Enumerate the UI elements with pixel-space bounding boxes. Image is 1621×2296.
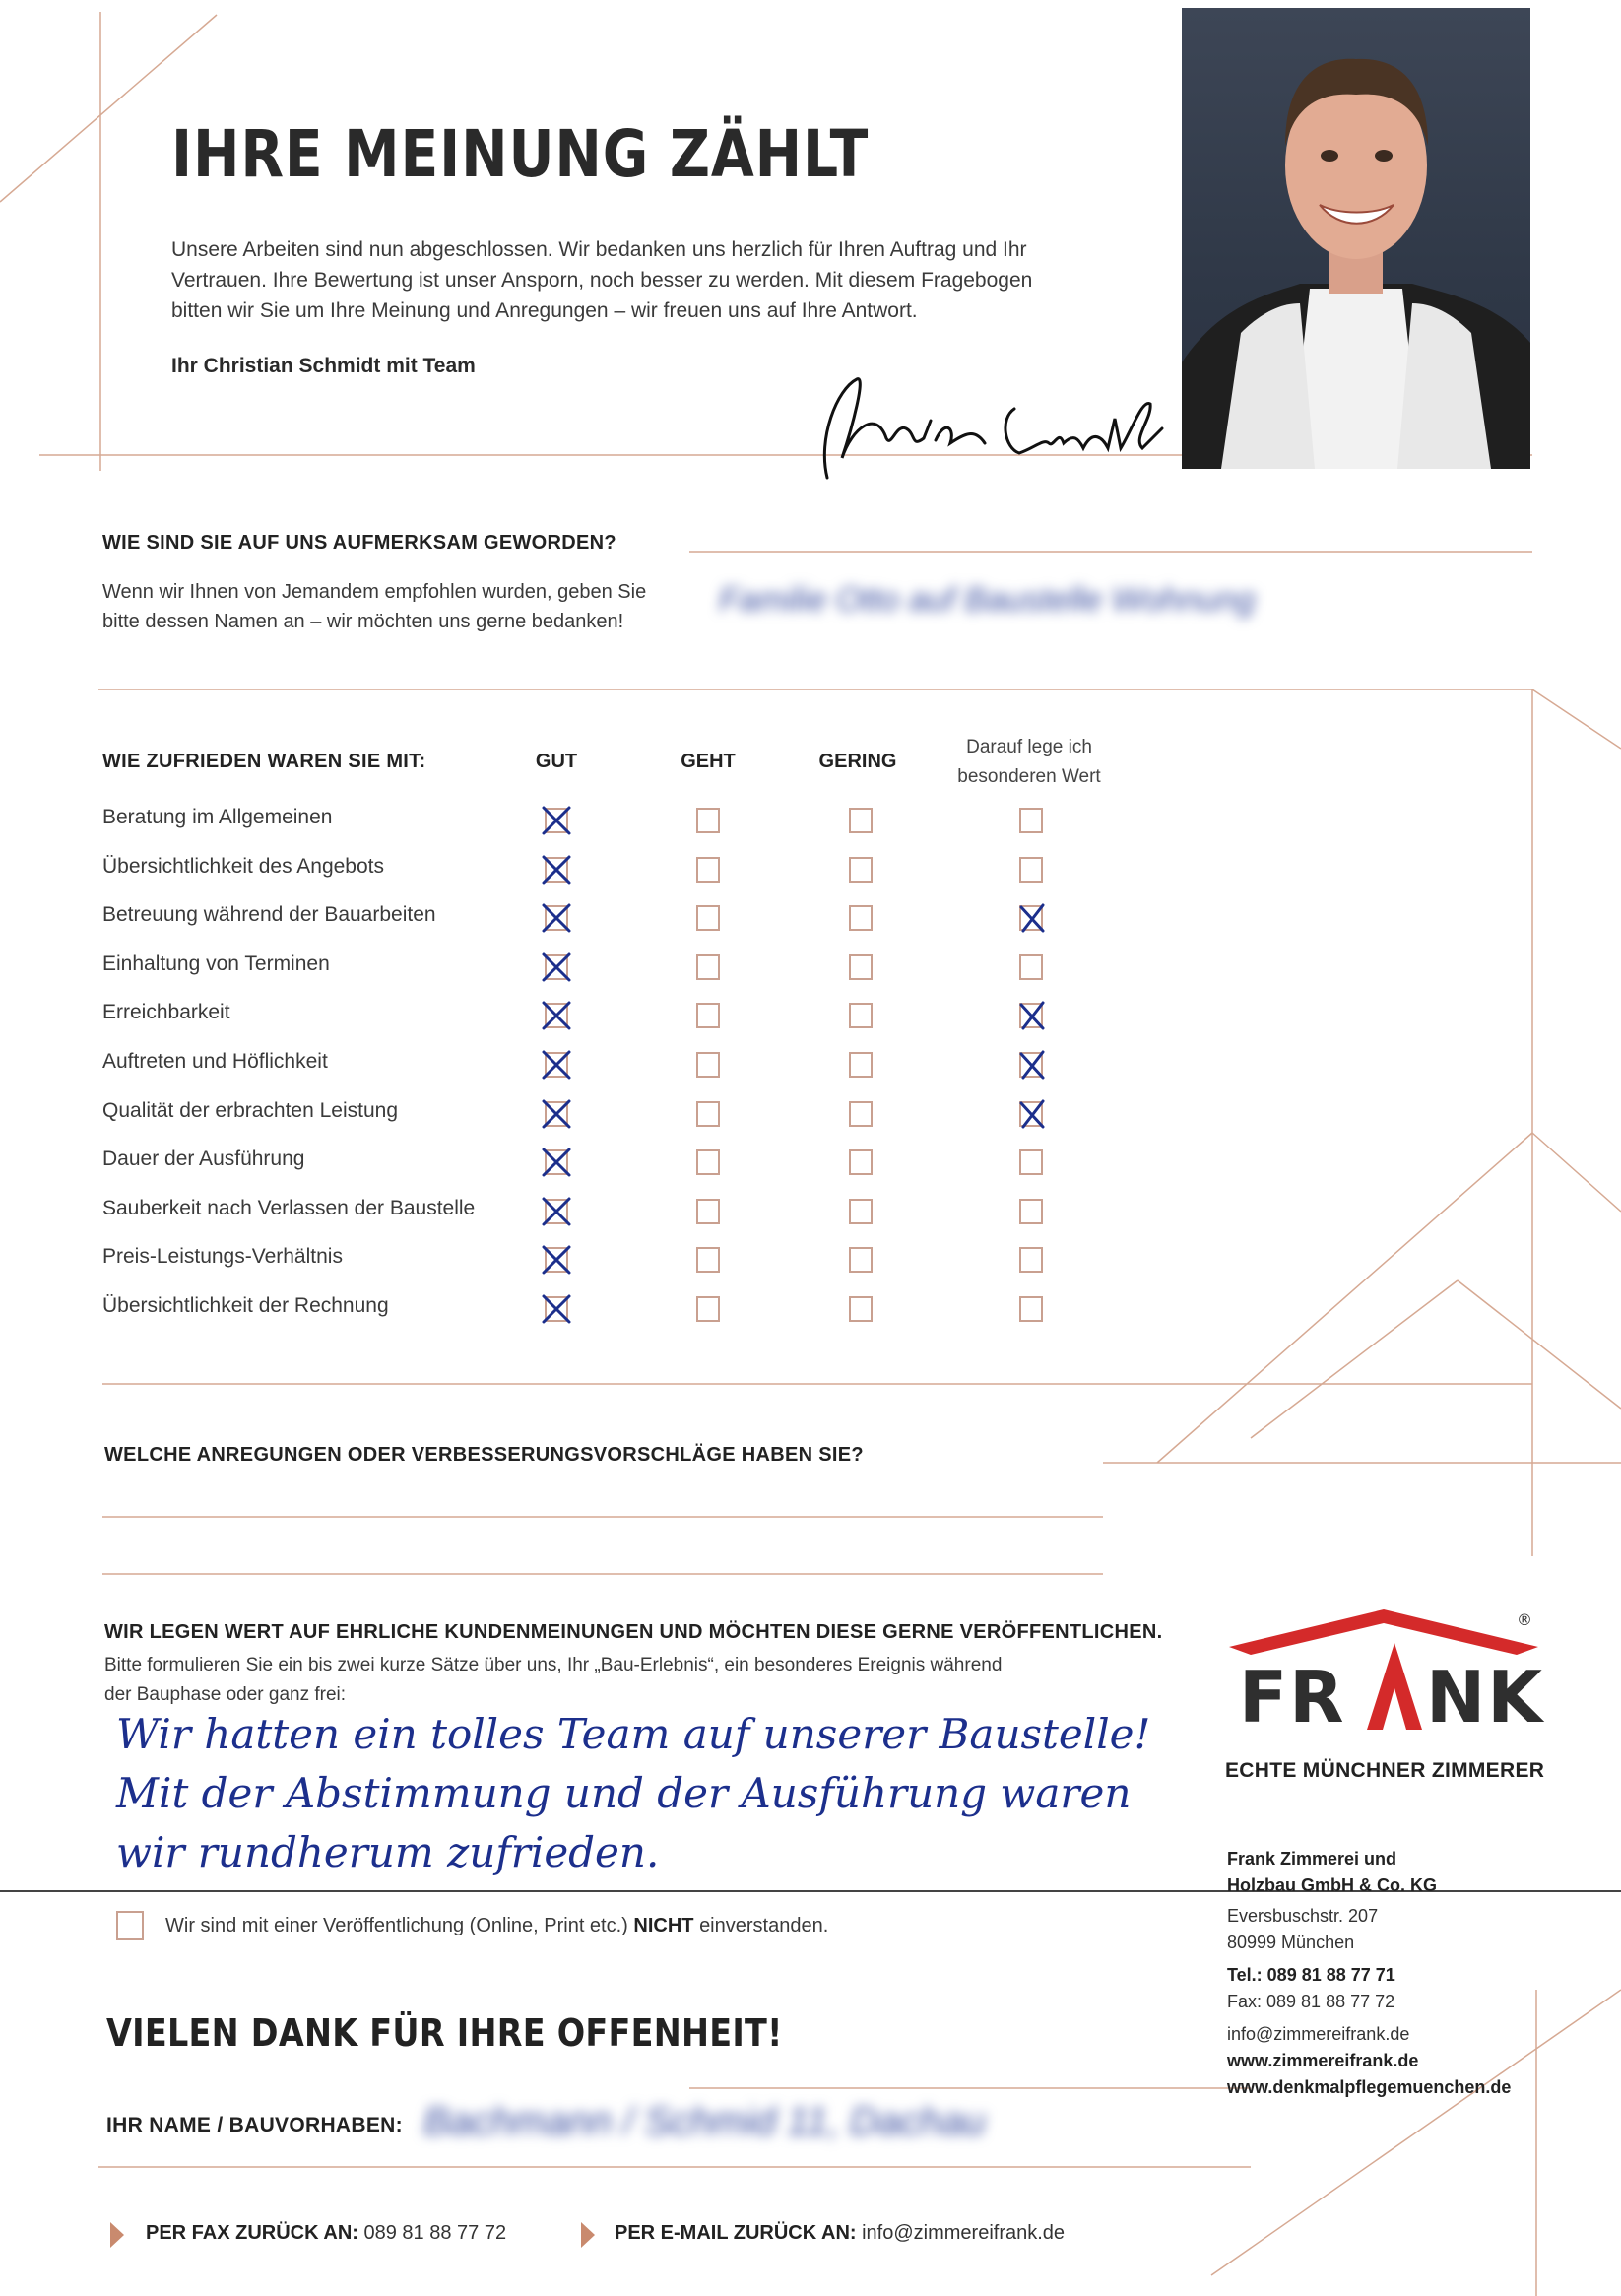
testimonial-answer-line: Mit der Abstimmung und der Ausführung waren [116,1769,1132,1817]
cross-mark-icon [1015,1048,1049,1082]
company-name-line: Frank Zimmerei und [1227,1849,1397,1869]
cross-mark-icon [540,1195,573,1228]
intro-line: Unsere Arbeiten sind nun abgeschlossen. Wir bedanken uns herzlich für Ihren Auftrag und Ihr [171,238,1027,261]
checkbox-important[interactable] [1019,1296,1043,1322]
company-contact [1227,1846,1511,2101]
checkbox-gering[interactable] [849,1003,873,1028]
rating-row-label: Auftreten und Höflichkeit [102,1050,328,1073]
rating-row-label: Betreuung während der Bauarbeiten [102,903,436,927]
name-label: IHR NAME / BAUVORHABEN: [106,2114,403,2136]
testimonial-answer-line: wir rundherum zufrieden. [116,1828,660,1876]
checkbox-geht[interactable] [696,857,720,883]
column-geht: GEHT [681,751,736,772]
cross-mark-icon [1015,1097,1049,1131]
rating-row-label: Beratung im Allgemeinen [102,806,333,828]
fax-number: 089 81 88 77 72 [363,2222,507,2244]
checkbox-important[interactable] [1019,1199,1043,1224]
testimonial-instructions-line: Bitte formulieren Sie ein bis zwei kurze Sätze über uns, Ihr „Bau-Erlebnis“, ein besonderes Ereignis während [104,1655,1003,1675]
intro-line: bitten wir Sie um Ihre Meinung und Anregungen – wir freuen uns auf Ihre Antwort. [171,299,918,322]
checkbox-geht[interactable] [696,1149,720,1175]
checkbox-geht[interactable] [696,1052,720,1078]
svg-text:NK: NK [1426,1656,1545,1738]
company-website[interactable]: www.zimmereifrank.de [1227,2051,1419,2070]
checkbox-gering[interactable] [849,954,873,980]
svg-text:FR: FR [1239,1656,1346,1738]
fax-label: PER FAX ZURÜCK AN: [146,2222,358,2244]
rating-row-label: Erreichbarkeit [102,1001,230,1024]
company-fax: Fax: 089 81 88 77 72 [1227,1992,1395,2011]
cross-mark-icon [540,853,573,886]
referral-answer-redacted: Familie Otto auf Baustelle Wohnung [719,581,1256,619]
referral-text [102,577,646,636]
checkbox-gering[interactable] [849,905,873,931]
checkbox-geht[interactable] [696,1101,720,1127]
cross-mark-icon [540,1292,573,1326]
testimonial-heading: WIR LEGEN WERT AUF EHRLICHE KUNDENMEINUNGEN UND MÖCHTEN DIESE GERNE VERÖFFENTLICHEN. [104,1621,1163,1643]
checkbox-geht[interactable] [696,1247,720,1273]
rating-row-label: Qualität der erbrachten Leistung [102,1098,399,1122]
email-address[interactable]: info@zimmereifrank.de [862,2222,1066,2244]
cross-mark-icon [540,951,573,984]
rating-row-label: Preis-Leistungs-Verhältnis [102,1245,343,1269]
company-tagline: ECHTE MÜNCHNER ZIMMERER [1225,1759,1545,1782]
referral-text-line: Wenn wir Ihnen von Jemandem empfohlen wurden, geben Sie [102,581,647,603]
company-website-denkmal[interactable]: www.denkmalpflegemuenchen.de [1227,2077,1512,2097]
checkbox-gering[interactable] [849,808,873,833]
checkbox-important[interactable] [1019,1247,1043,1273]
testimonial-instructions [104,1651,1002,1710]
checkbox-gering[interactable] [849,857,873,883]
testimonial-instructions-line: der Bauphase oder ganz frei: [104,1684,347,1705]
suggestions-heading: WELCHE ANREGUNGEN ODER VERBESSERUNGSVORSCHLÄGE HABEN SIE? [104,1444,864,1466]
referral-text-line: bitte dessen Namen an – wir möchten uns gerne bedanken! [102,611,624,632]
registered-mark: ® [1517,1610,1532,1629]
rating-row-label: Übersichtlichkeit der Rechnung [102,1294,389,1317]
thanks-heading: VIELEN DANK FÜR IHRE OFFENHEIT! [106,2011,783,2055]
checkbox-geht[interactable] [696,1003,720,1028]
email-arrow-icon [581,2222,595,2248]
checkbox-important[interactable] [1019,1149,1043,1175]
checkbox-gering[interactable] [849,1199,873,1224]
company-tel: Tel.: 089 81 88 77 71 [1227,1965,1395,1985]
cross-mark-icon [540,1097,573,1131]
checkbox-geht[interactable] [696,954,720,980]
consent-checkbox[interactable] [116,1911,144,1940]
testimonial-answer-line: Wir hatten ein tolles Team auf unserer Baustelle! [116,1710,1151,1758]
intro-text [171,234,1038,326]
email-label: PER E-MAIL ZURÜCK AN: [615,2222,857,2244]
satisfaction-heading: WIE ZUFRIEDEN WAREN SIE MIT: [102,751,426,772]
referral-heading: WIE SIND SIE AUF UNS AUFMERKSAM GEWORDEN? [102,532,616,554]
column-important [945,733,1113,792]
company-street: Eversbuschstr. 207 [1227,1906,1379,1926]
checkbox-gering[interactable] [849,1101,873,1127]
checkbox-gering[interactable] [849,1296,873,1322]
company-logo [1221,1604,1546,1751]
checkbox-important[interactable] [1019,808,1043,833]
cross-mark-icon [540,901,573,935]
column-gering: GERING [818,751,897,772]
portrait-photo [1182,8,1530,469]
fax-arrow-icon [110,2222,124,2248]
signature [808,350,1172,488]
consent-text: Wir sind mit einer Veröffentlichung (Online, Print etc.) [165,1915,628,1936]
rating-row-label: Dauer der Ausführung [102,1148,305,1171]
cross-mark-icon [1015,901,1049,935]
cross-mark-icon [540,1048,573,1082]
consent-text: einverstanden. [699,1915,829,1936]
checkbox-important[interactable] [1019,954,1043,980]
column-important-line: besonderen Wert [957,766,1101,787]
email-return [615,2222,1065,2245]
checkbox-gering[interactable] [849,1149,873,1175]
company-email[interactable]: info@zimmereifrank.de [1227,2024,1410,2044]
checkbox-geht[interactable] [696,905,720,931]
cross-mark-icon [540,1146,573,1179]
cross-mark-icon [540,999,573,1032]
column-gut: GUT [535,751,578,772]
consent-label [165,1911,828,1940]
company-name-line: Holzbau GmbH & Co. KG [1227,1875,1437,1895]
rating-row-label: Sauberkeit nach Verlassen der Baustelle [102,1196,476,1219]
cross-mark-icon [540,804,573,837]
fax-return [146,2222,506,2245]
checkbox-gering[interactable] [849,1247,873,1273]
checkbox-geht[interactable] [696,1296,720,1322]
checkbox-gering[interactable] [849,1052,873,1078]
cross-mark-icon [540,1243,573,1277]
name-answer-redacted: Bachmann / Schmid 11, Dachau [423,2100,986,2143]
company-city: 80999 München [1227,1933,1355,1952]
rating-row-label: Einhaltung von Terminen [102,951,330,975]
checkbox-geht[interactable] [696,1199,720,1224]
consent-bold: NICHT [633,1915,694,1936]
checkbox-important[interactable] [1019,857,1043,883]
page-title: IHRE MEINUNG ZÄHLT [171,116,870,192]
cross-mark-icon [1015,999,1049,1032]
checkbox-geht[interactable] [696,808,720,833]
signoff: Ihr Christian Schmidt mit Team [171,355,476,377]
rating-row-label: Übersichtlichkeit des Angebots [102,854,384,878]
intro-line: Vertrauen. Ihre Bewertung ist unser Ansporn, noch besser zu werden. Mit diesem Fragebogen [171,269,1033,292]
column-important-line: Darauf lege ich [966,737,1092,757]
